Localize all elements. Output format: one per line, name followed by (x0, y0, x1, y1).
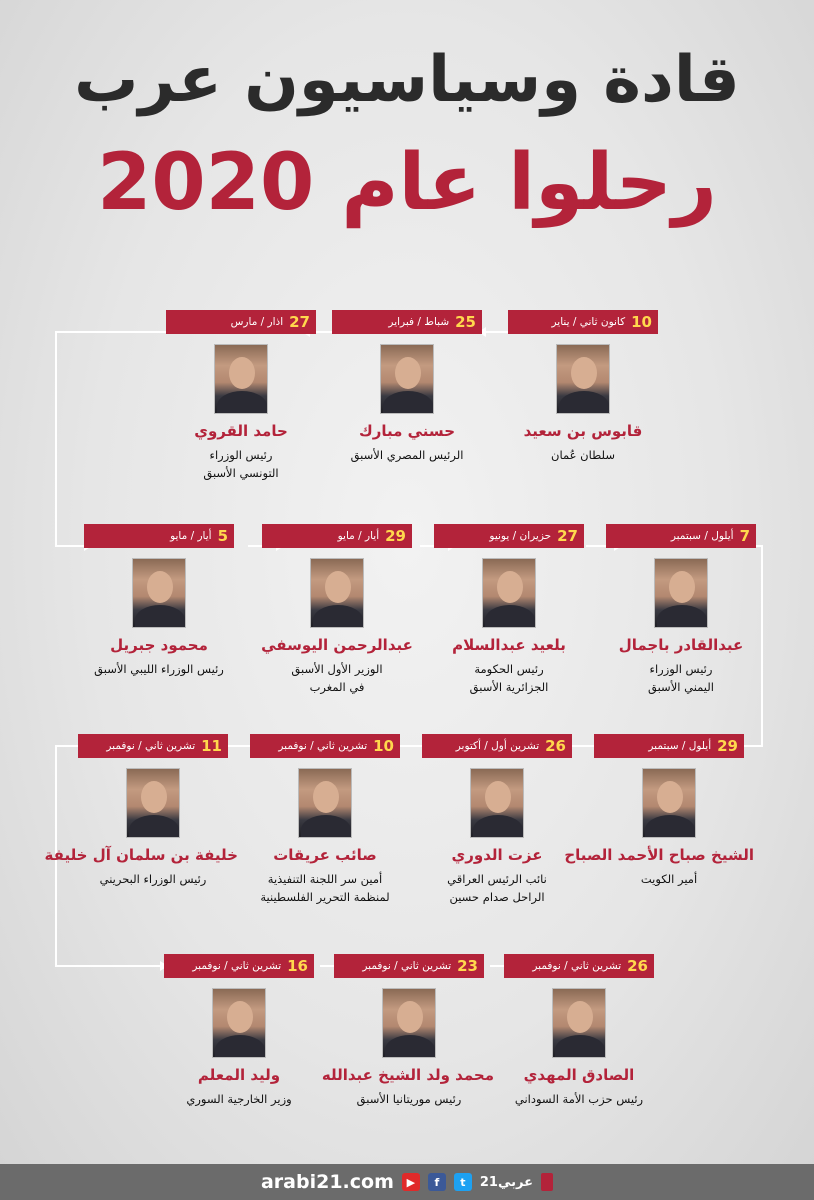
leader-name: عزت الدوري (451, 846, 543, 864)
footer-bar (0, 1164, 814, 1200)
leader-name: محمد ولد الشيخ عبدالله (321, 1066, 494, 1084)
portrait-photo (642, 768, 696, 838)
leader-name: الشيخ صباح الأحمد الصباح (564, 846, 754, 864)
leader-role: نائب الرئيس العراقي الراحل صدام حسين (447, 872, 547, 904)
portrait-photo (482, 558, 536, 628)
date-tab: 10 كانون ثاني / يناير (508, 310, 658, 334)
site-url[interactable]: arabi21.com (260, 1171, 394, 1193)
portrait-photo (654, 558, 708, 628)
leader-role: رئيس موريتانيا الأسبق (356, 1092, 462, 1106)
leader-name: وليد المعلم (197, 1066, 281, 1084)
leader-name: حامد القروي (194, 422, 288, 440)
portrait-photo (126, 768, 180, 838)
portrait-photo (214, 344, 268, 414)
date-tab: 23 تشرين ثاني / نوفمبر (334, 954, 484, 978)
leader-name: خليفة بن سلمان آل خليفة (44, 846, 238, 864)
date-tab: 26 تشرين ثاني / نوفمبر (504, 954, 654, 978)
leader-name: حسني مبارك (358, 422, 456, 440)
portrait-photo (380, 344, 434, 414)
date-tab: 27 اذار / مارس (166, 310, 316, 334)
leader-role: الوزير الأول الأسبق في المغرب (291, 662, 383, 694)
portrait-photo (212, 988, 266, 1058)
leader-role: رئيس الوزراء الليبي الأسبق (94, 662, 224, 676)
leader-role: أمير الكويت (640, 872, 698, 886)
date-tab: 7 أيلول / سبتمبر (606, 524, 756, 548)
leader-role: سلطان عُمان (551, 448, 615, 462)
brand-logo-text: عربي21 (479, 1174, 533, 1190)
leader-name: عبدالرحمن اليوسفي (261, 636, 413, 654)
leader-role: وزير الخارجية السوري (186, 1092, 292, 1106)
leader-role: أمين سر اللجنة التنفيذية لمنظمة التحرير الفلسطينية (260, 872, 390, 904)
leader-role: رئيس الحكومة الجزائرية الأسبق (469, 662, 549, 694)
leader-name: محمود جبريل (110, 636, 208, 654)
twitter-icon[interactable]: t (454, 1173, 472, 1191)
portrait-photo (298, 768, 352, 838)
date-tab: 11 تشرين ثاني / نوفمبر (78, 734, 228, 758)
date-tab: 26 تشرين أول / أكتوبر (422, 734, 572, 758)
portrait-photo (132, 558, 186, 628)
date-tab: 5 أيار / مايو (84, 524, 234, 548)
date-tab: 29 أيلول / سبتمبر (594, 734, 744, 758)
date-tab: 16 تشرين ثاني / نوفمبر (164, 954, 314, 978)
leader-role: رئيس حزب الأمة السوداني (514, 1092, 644, 1106)
title-line-2: رحلوا عام 2020 (97, 138, 717, 228)
portrait-photo (556, 344, 610, 414)
leader-name: الصادق المهدي (523, 1066, 635, 1084)
youtube-icon[interactable]: ▶ (402, 1173, 420, 1191)
facebook-icon[interactable]: f (428, 1173, 446, 1191)
date-tab: 27 حزيران / يونيو (434, 524, 584, 548)
leader-name: بلعيد عبدالسلام (452, 636, 566, 654)
date-tab: 10 تشرين ثاني / نوفمبر (250, 734, 400, 758)
leader-role: رئيس الوزراء اليمني الأسبق (648, 662, 714, 694)
date-tab: 25 شباط / فبراير (332, 310, 482, 334)
portrait-photo (382, 988, 436, 1058)
leader-role: رئيس الوزراء البحريني (99, 872, 207, 886)
leader-name: قابوس بن سعيد (523, 422, 643, 440)
leader-name: عبدالقادر باجمال (618, 636, 744, 654)
leader-role: الرئيس المصري الأسبق (350, 448, 464, 462)
portrait-photo (552, 988, 606, 1058)
date-tab: 29 أيار / مايو (262, 524, 412, 548)
brand-logo-icon (541, 1173, 553, 1191)
portrait-photo (470, 768, 524, 838)
portrait-photo (310, 558, 364, 628)
leader-role: رئيس الوزراء التونسي الأسبق (203, 448, 279, 480)
title-line-1: قادة وسياسيون عرب (74, 43, 740, 117)
leader-name: صائب عريقات (273, 846, 377, 864)
